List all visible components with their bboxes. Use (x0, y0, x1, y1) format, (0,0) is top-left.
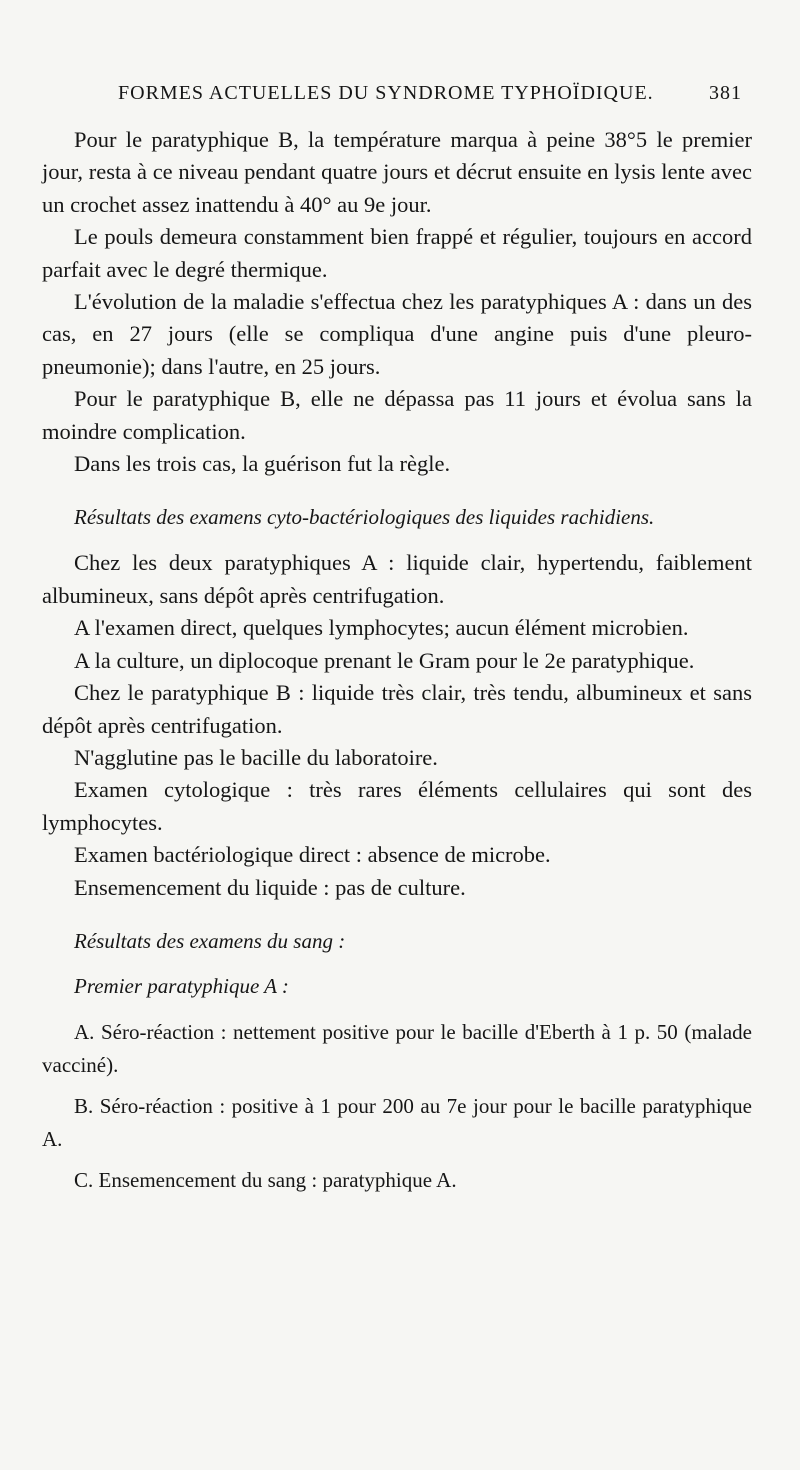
paragraph: Examen cytologique : très rares éléments cellulaires qui sont des lymphocytes. (42, 777, 752, 835)
list-item: B. Séro-réaction : positive à 1 pour 200 au 7e jour pour le bacille paratyphique A. (42, 1093, 752, 1151)
paragraph: Chez le paratyphique B : liquide très clair, très tendu, albumineux et sans dépôt après centrifugation. (42, 680, 752, 738)
paragraph: A la culture, un diplocoque prenant le Gram pour le 2e paratyphique. (74, 647, 695, 673)
paragraph: A l'examen direct, quelques lymphocytes; aucun élément microbien. (74, 615, 689, 641)
paragraph: Chez les deux paratyphiques A : liquide clair, hypertendu, faiblement albumineux, sans dépôt après centrifugation. (42, 550, 752, 608)
paragraph: Le pouls demeura constamment bien frappé et régulier, toujours en accord parfait avec le degré thermique. (42, 224, 752, 282)
subsection-heading: Premier paratyphique A : (74, 973, 289, 998)
paragraph: Dans les trois cas, la guérison fut la règle. (74, 451, 451, 477)
page-number: 381 (709, 82, 742, 104)
running-title: FORMES ACTUELLES DU SYNDROME TYPHOÏDIQUE. (118, 82, 654, 104)
paragraph: L'évolution de la maladie s'effectua chez les paratyphiques A : dans un des cas, en 27 jours (elle se compliqua d'une angine puis d'une pleuro-pneumonie); dans l'autre, en 25 jours. (42, 289, 752, 379)
running-header (118, 82, 742, 105)
list-item: A. Séro-réaction : nettement positive pour le bacille d'Eberth à 1 p. 50 (malade vacciné). (42, 1019, 752, 1077)
paragraph: N'agglutine pas le bacille du laboratoire. (74, 744, 438, 770)
paragraph: Examen bactériologique direct : absence de microbe. (74, 842, 551, 868)
paragraph: Pour le paratyphique B, la température marqua à peine 38°5 le premier jour, resta à ce niveau pendant quatre jours et décrut ensuite en lysis lente avec un crochet assez inattendu à 40° au 9e jour. (42, 127, 752, 217)
list-item: C. Ensemencement du sang : paratyphique A. (74, 1167, 457, 1192)
paragraph: Pour le paratyphique B, elle ne dépassa pas 11 jours et évolua sans la moindre complication. (42, 386, 752, 444)
paragraph: Ensemencement du liquide : pas de culture. (74, 874, 466, 900)
section-heading-csf: Résultats des examens cyto-bactériologiques des liquides rachidiens. (74, 505, 655, 530)
page-body (42, 124, 752, 1205)
section-heading-blood: Résultats des examens du sang : (74, 928, 346, 953)
